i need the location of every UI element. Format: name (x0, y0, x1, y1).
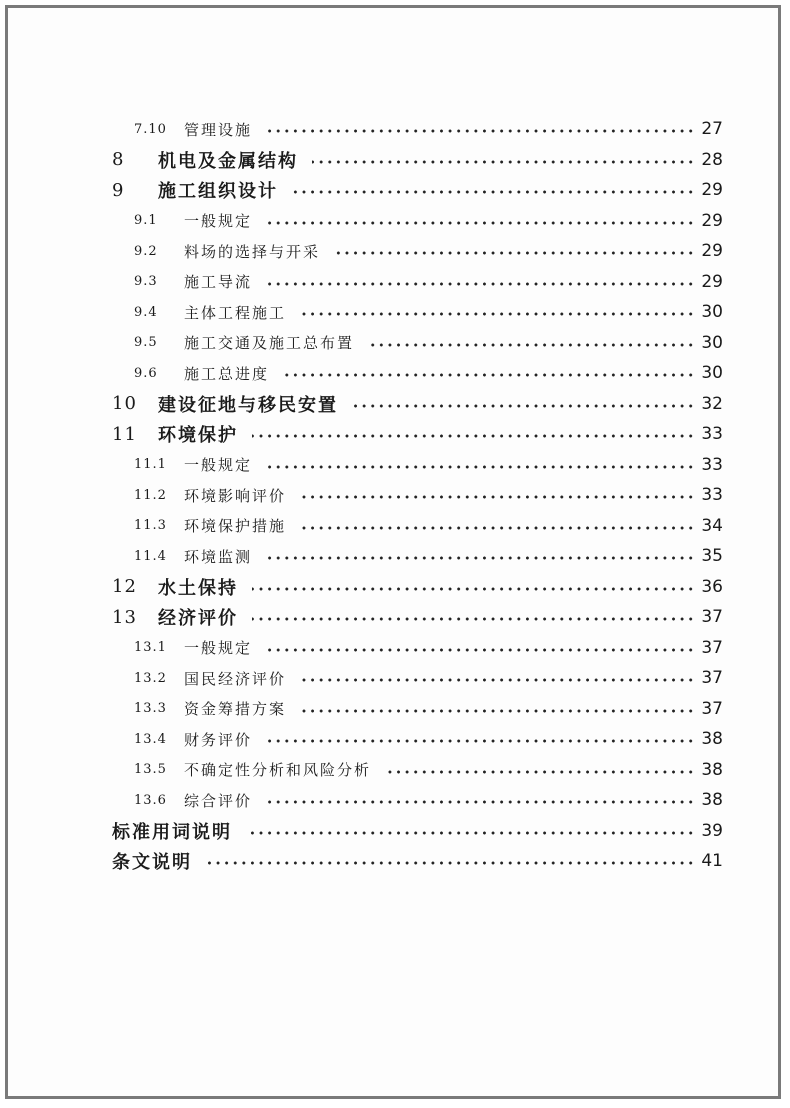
toc-entry-number: 9.5 (134, 335, 158, 350)
toc-dot-leader (266, 282, 695, 286)
toc-entry[interactable] (0, 450, 790, 480)
toc-dot-leader (292, 190, 695, 194)
toc-entry[interactable] (0, 602, 790, 632)
toc-dot-leader (352, 404, 695, 408)
toc-entry-page-number: 35 (701, 546, 723, 566)
toc-entry-number: 11.2 (134, 487, 167, 503)
toc-entry-title: 环境保护 (158, 425, 238, 446)
toc-entry[interactable] (0, 358, 790, 388)
toc-entry-number: 13 (112, 606, 137, 628)
toc-entry-page-number: 32 (701, 393, 723, 414)
toc-entry-number: 11.4 (134, 548, 167, 564)
toc-entry[interactable] (0, 206, 790, 236)
toc-entry-title: 建设征地与移民安置 (158, 394, 338, 416)
toc-entry-page-number: 38 (701, 790, 723, 810)
toc-entry-page-number: 38 (701, 759, 723, 780)
toc-entry-number: 11.1 (134, 457, 167, 472)
toc-entry-number: 13.6 (134, 792, 167, 808)
toc-entry-title: 经济评价 (158, 608, 238, 629)
toc-dot-leader (246, 831, 695, 835)
toc-entry-title: 不确定性分析和风险分析 (184, 761, 372, 779)
toc-entry-title: 环境影响评价 (184, 486, 287, 505)
toc-entry-title: 一般规定 (184, 639, 253, 657)
toc-dot-leader (266, 465, 695, 469)
toc-entry[interactable] (0, 694, 790, 724)
toc-dot-leader (266, 556, 695, 560)
toc-entry-title: 管理设施 (184, 120, 253, 139)
toc-dot-leader (312, 160, 695, 164)
toc-entry-number: 13.5 (134, 762, 167, 777)
toc-entry[interactable] (0, 480, 790, 510)
toc-entry-title: 一般规定 (184, 212, 253, 230)
toc-entry-page-number: 37 (701, 607, 723, 627)
toc-entry-title: 环境监测 (184, 547, 253, 566)
toc-entry-title: 资金筹措方案 (184, 700, 287, 718)
toc-dot-leader (252, 617, 695, 621)
toc-entry[interactable] (0, 541, 790, 571)
toc-entry[interactable] (0, 785, 790, 815)
toc-entry-title: 国民经济评价 (184, 669, 287, 688)
toc-entry[interactable] (0, 663, 790, 693)
toc-entry-number: 8 (112, 149, 125, 170)
toc-entry-title: 条文说明 (112, 852, 192, 873)
toc-entry[interactable] (0, 267, 790, 297)
toc-entry-page-number: 33 (701, 454, 723, 475)
toc-dot-leader (266, 648, 695, 652)
toc-entry-page-number: 41 (701, 851, 723, 871)
toc-entry-title: 标准用词说明 (112, 821, 232, 843)
toc-entry-page-number: 33 (701, 424, 723, 444)
toc-dot-leader (283, 373, 695, 377)
toc-entry-page-number: 39 (701, 820, 723, 841)
toc-entry-page-number: 28 (701, 149, 723, 170)
toc-entry-page-number: 27 (701, 119, 723, 139)
toc-entry-number: 9.3 (134, 274, 158, 289)
toc-entry-title: 施工导流 (184, 273, 253, 291)
toc-dot-leader (300, 678, 695, 682)
toc-dot-leader (266, 800, 695, 804)
toc-entry-title: 一般规定 (184, 456, 253, 474)
toc-entry-number: 13.4 (134, 731, 167, 747)
toc-entry[interactable] (0, 419, 790, 449)
toc-entry-page-number: 30 (701, 332, 723, 353)
toc-entry[interactable] (0, 175, 790, 205)
toc-entry-page-number: 30 (701, 363, 723, 383)
toc-entry-title: 水土保持 (158, 577, 238, 599)
toc-entry[interactable] (0, 114, 790, 144)
toc-entry-number: 9.2 (134, 243, 158, 259)
toc-entry-title: 施工总进度 (184, 364, 270, 383)
toc-dot-leader (252, 434, 695, 438)
toc-entry[interactable] (0, 633, 790, 663)
toc-entry-page-number: 30 (701, 302, 723, 322)
toc-entry[interactable] (0, 846, 790, 876)
toc-entry-number: 7.10 (134, 121, 167, 137)
toc-entry-page-number: 29 (701, 210, 723, 231)
toc-entry-number: 13.2 (134, 670, 167, 686)
toc-entry-page-number: 37 (701, 637, 723, 658)
toc-dot-leader (206, 861, 695, 865)
toc-entry[interactable] (0, 755, 790, 785)
toc-entry-page-number: 36 (701, 576, 723, 597)
toc-entry-number: 11.3 (134, 518, 167, 533)
toc-entry-number: 13.3 (134, 701, 167, 716)
toc-dot-leader (385, 770, 695, 774)
toc-entry[interactable] (0, 511, 790, 541)
toc-entry-title: 环境保护措施 (184, 517, 287, 535)
toc-entry[interactable] (0, 236, 790, 266)
toc-entry-title: 主体工程施工 (184, 303, 287, 322)
toc-dot-leader (300, 495, 695, 499)
toc-dot-leader (368, 343, 695, 347)
toc-entry-title: 机电及金属结构 (158, 150, 298, 172)
toc-entry-number: 9.1 (134, 213, 158, 228)
toc-entry-page-number: 37 (701, 698, 723, 719)
toc-entry[interactable] (0, 328, 790, 358)
toc-dot-leader (300, 312, 695, 316)
toc-entry-number: 11 (112, 423, 137, 445)
toc-entry-number: 9 (112, 179, 125, 201)
toc-entry-number: 9.6 (134, 365, 158, 381)
toc-dot-leader (266, 739, 695, 743)
toc-entry-page-number: 33 (701, 485, 723, 505)
toc-entry[interactable] (0, 572, 790, 602)
toc-dot-leader (266, 221, 695, 225)
toc-entry-title: 施工组织设计 (158, 181, 278, 202)
toc-dot-leader (266, 129, 695, 133)
toc-dot-leader (252, 587, 695, 591)
toc-entry[interactable] (0, 297, 790, 327)
toc-entry-number: 10 (112, 393, 137, 414)
toc-entry-title: 财务评价 (184, 730, 253, 749)
toc-dot-leader (300, 526, 695, 530)
toc-entry-number: 13.1 (134, 640, 167, 655)
toc-entry-page-number: 29 (701, 271, 723, 292)
toc-entry-page-number: 38 (701, 729, 723, 749)
toc-entry-page-number: 34 (701, 515, 723, 536)
toc-entry[interactable] (0, 145, 790, 175)
toc-entry[interactable] (0, 389, 790, 419)
toc-entry-title: 施工交通及施工总布置 (184, 334, 355, 352)
toc-dot-leader (300, 709, 695, 713)
toc-entry-title: 综合评价 (184, 791, 253, 810)
toc-entry-title: 料场的选择与开采 (184, 242, 321, 261)
toc-entry-number: 9.4 (134, 304, 158, 320)
toc-entry-page-number: 29 (701, 180, 723, 200)
toc-entry-page-number: 29 (701, 241, 723, 261)
toc-entry-page-number: 37 (701, 668, 723, 688)
toc-entry[interactable] (0, 816, 790, 846)
toc-dot-leader (334, 251, 695, 255)
toc-entry[interactable] (0, 724, 790, 754)
toc-entry-number: 12 (112, 576, 137, 597)
